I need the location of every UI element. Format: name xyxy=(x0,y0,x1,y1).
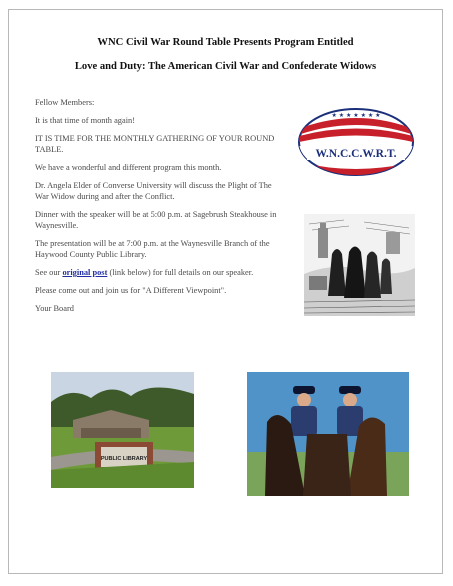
signature: Your Board xyxy=(35,304,74,313)
dinner-info: Dinner with the speaker will be at 5:00 p.m. at Sagebrush Steakhouse in Waynesville. xyxy=(35,210,277,230)
invitation: Please come out and join us for "A Different Viewpoint". xyxy=(35,286,227,295)
flyer-subtitle: Love and Duty: The American Civil War and Confederate Widows xyxy=(74,61,377,72)
original-post-link[interactable]: original post xyxy=(62,268,108,277)
announcement: IT IS TIME FOR THE MONTHLY GATHERING OF YOUR ROUND TABLE. xyxy=(35,134,275,154)
mounted-riders-photo xyxy=(247,372,409,496)
logo-text: W.N.C.C.W.R.T. xyxy=(315,148,397,160)
intro-line: It is that time of month again! xyxy=(35,116,136,125)
flyer-body xyxy=(35,97,287,321)
library-photo xyxy=(51,372,194,488)
program-note: We have a wonderful and different program this month. xyxy=(35,163,222,172)
greeting: Fellow Members: xyxy=(35,98,95,107)
speaker-info: Dr. Angela Elder of Converse University will discuss the Plight of The War Widow during and after the Conflict. xyxy=(35,181,272,201)
original-post-suffix: (link below) for full details on our speaker. xyxy=(107,268,254,277)
flyer-title: WNC Civil War Round Table Presents Program Entitled xyxy=(97,37,354,48)
flyer-page xyxy=(8,9,443,574)
wnccwrt-logo xyxy=(297,106,415,178)
original-post-line xyxy=(35,267,287,278)
original-post-prefix: See our xyxy=(35,268,63,277)
widows-engraving-image xyxy=(304,214,415,316)
library-sign-text: PUBLIC LIBRARY xyxy=(100,456,148,462)
svg-text:★ ★ ★ ★ ★ ★ ★: ★ ★ ★ ★ ★ ★ ★ xyxy=(331,112,381,119)
presentation-info: The presentation will be at 7:00 p.m. at the Waynesville Branch of the Haywood County Public Library. xyxy=(35,239,270,259)
